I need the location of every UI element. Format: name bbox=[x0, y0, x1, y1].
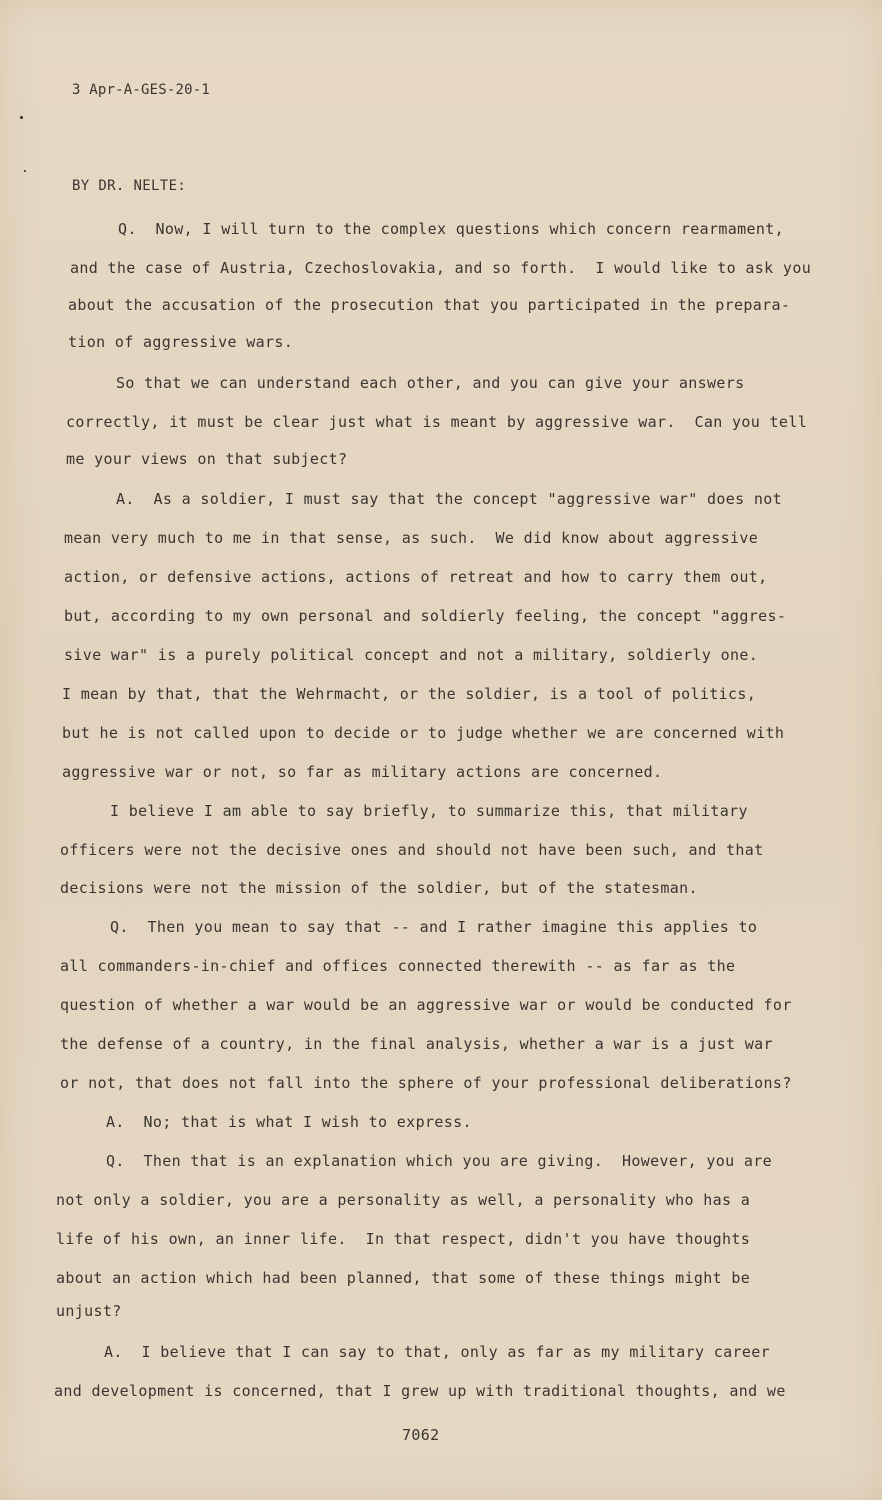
transcript-line: sive war" is a purely political concept and not a military, soldierly one. bbox=[64, 646, 759, 664]
page-number: 7062 bbox=[402, 1426, 440, 1444]
transcript-line: I believe I am able to say briefly, to summarize this, that military bbox=[110, 802, 748, 820]
transcript-line: but, according to my own personal and soldierly feeling, the concept "aggres- bbox=[64, 607, 787, 625]
transcript-line: or not, that does not fall into the sphere of your professional deliberations? bbox=[60, 1074, 792, 1092]
transcript-line: question of whether a war would be an aggressive war or would be conducted for bbox=[60, 996, 792, 1014]
transcript-line: officers were not the decisive ones and should not have been such, and that bbox=[60, 841, 764, 859]
transcript-line: Q. Then that is an explanation which you are giving. However, you are bbox=[106, 1152, 773, 1170]
transcript-line: I mean by that, that the Wehrmacht, or the soldier, is a tool of politics, bbox=[62, 685, 757, 703]
document-header-code: 3 Apr-A-GES-20-1 bbox=[72, 82, 211, 98]
transcript-line: decisions were not the mission of the soldier, but of the statesman. bbox=[60, 879, 698, 897]
transcript-line: Q. Then you mean to say that -- and I rather imagine this applies to bbox=[110, 918, 758, 936]
transcript-line: mean very much to me in that sense, as such. We did know about aggressive bbox=[64, 529, 759, 547]
transcript-line: aggressive war or not, so far as military actions are concerned. bbox=[62, 763, 663, 781]
transcript-line: all commanders-in-chief and offices connected therewith -- as far as the bbox=[60, 957, 736, 975]
transcript-line: unjust? bbox=[56, 1302, 122, 1320]
transcript-line: and development is concerned, that I grew up with traditional thoughts, and we bbox=[54, 1382, 786, 1400]
ink-speck bbox=[24, 170, 26, 172]
transcript-line: and the case of Austria, Czechoslovakia, and so forth. I would like to ask you bbox=[70, 259, 812, 277]
transcript-line: about the accusation of the prosecution that you participated in the prepara- bbox=[68, 296, 791, 314]
transcript-line: Q. Now, I will turn to the complex questions which concern rearmament, bbox=[118, 220, 785, 238]
transcript-line: A. No; that is what I wish to express. bbox=[106, 1113, 472, 1131]
transcript-line: not only a soldier, you are a personality as well, a personality who has a bbox=[56, 1191, 751, 1209]
examiner-heading: BY DR. NELTE: bbox=[72, 178, 187, 194]
transcript-line: correctly, it must be clear just what is meant by aggressive war. Can you tell bbox=[66, 413, 808, 431]
transcript-line: but he is not called upon to decide or to judge whether we are concerned with bbox=[62, 724, 785, 742]
transcript-line: me your views on that subject? bbox=[66, 450, 348, 468]
transcript-line: the defense of a country, in the final analysis, whether a war is a just war bbox=[60, 1035, 773, 1053]
transcript-line: life of his own, an inner life. In that respect, didn't you have thoughts bbox=[56, 1230, 751, 1248]
transcript-line: So that we can understand each other, and you can give your answers bbox=[116, 374, 745, 392]
ink-speck bbox=[20, 116, 23, 119]
transcript-line: A. I believe that I can say to that, only as far as my military career bbox=[104, 1343, 771, 1361]
transcript-line: action, or defensive actions, actions of retreat and how to carry them out, bbox=[64, 568, 768, 586]
transcript-line: A. As a soldier, I must say that the concept "aggressive war" does not bbox=[116, 490, 783, 508]
transcript-line: about an action which had been planned, that some of these things might be bbox=[56, 1269, 751, 1287]
transcript-line: tion of aggressive wars. bbox=[68, 333, 294, 351]
